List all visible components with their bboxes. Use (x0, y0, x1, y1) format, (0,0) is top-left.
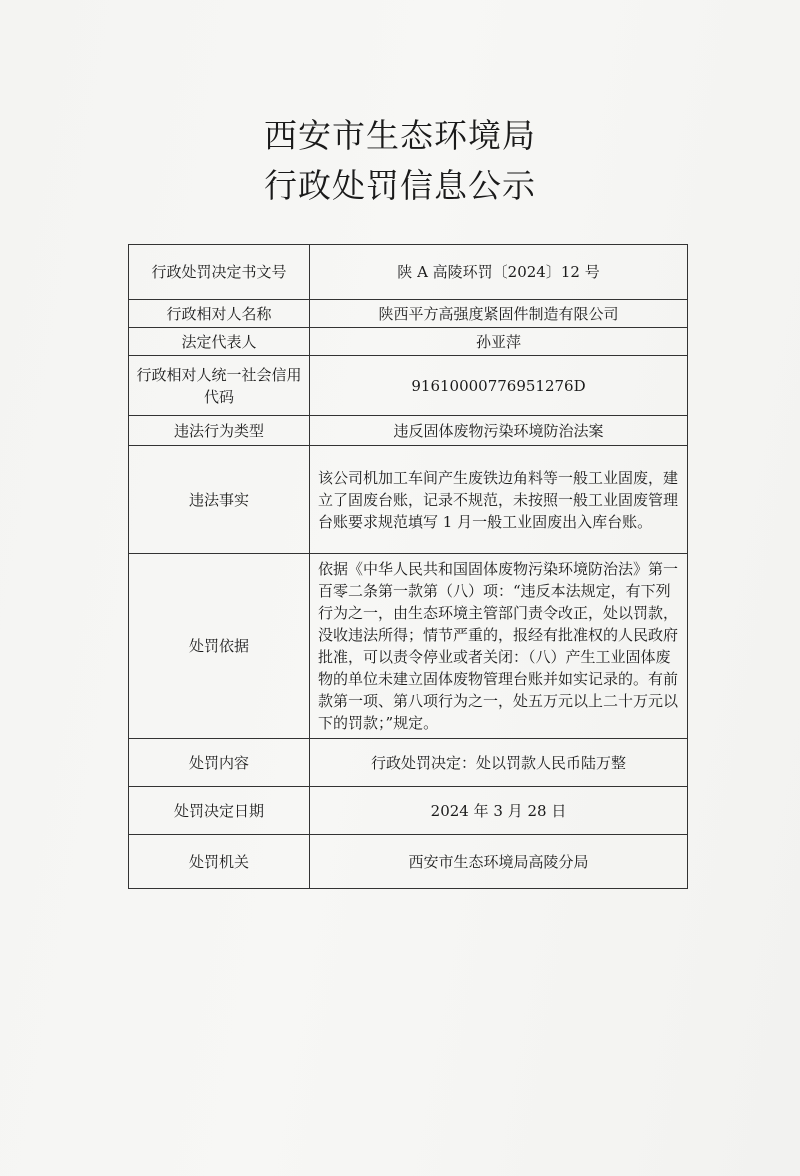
row-value: 该公司机加工车间产生废铁边角料等一般工业固废，建立了固废台账，记录不规范，未按照一般工业固废管理台账要求规范填写 1 月一般工业固废出入库台账。 (310, 446, 688, 554)
table-row (129, 446, 688, 554)
row-label: 行政处罚决定书文号 (129, 245, 310, 300)
penalty-info-table (128, 244, 688, 889)
table-row (129, 356, 688, 416)
row-label: 违法事实 (129, 446, 310, 554)
row-label: 法定代表人 (129, 328, 310, 356)
row-label: 处罚依据 (129, 554, 310, 739)
row-value: 西安市生态环境局高陵分局 (310, 835, 688, 889)
row-label: 行政相对人名称 (129, 300, 310, 328)
row-value: 陕西平方高强度紧固件制造有限公司 (310, 300, 688, 328)
row-value: 2024 年 3 月 28 日 (310, 787, 688, 835)
row-value: 陕 A 高陵环罚〔2024〕12 号 (310, 245, 688, 300)
table-row (129, 245, 688, 300)
row-label: 处罚机关 (129, 835, 310, 889)
table-row (129, 328, 688, 356)
row-value: 孙亚萍 (310, 328, 688, 356)
table-row (129, 739, 688, 787)
document-title-line2: 行政处罚信息公示 (264, 166, 536, 205)
row-label: 违法行为类型 (129, 416, 310, 446)
row-label: 行政相对人统一社会信用代码 (129, 356, 310, 416)
row-label: 处罚决定日期 (129, 787, 310, 835)
table-row (129, 300, 688, 328)
row-value: 行政处罚决定：处以罚款人民币陆万整 (310, 739, 688, 787)
table-row (129, 787, 688, 835)
row-value: 违反固体废物污染环境防治法案 (310, 416, 688, 446)
document-title-line1: 西安市生态环境局 (264, 116, 536, 155)
table-row (129, 835, 688, 889)
row-value: 91610000776951276D (310, 356, 688, 416)
table-row (129, 554, 688, 739)
table-row (129, 416, 688, 446)
row-label: 处罚内容 (129, 739, 310, 787)
row-value: 依据《中华人民共和国固体废物污染环境防治法》第一百零二条第一款第（八）项：“违反本法规定，有下列行为之一，由生态环境主管部门责令改正，处以罚款，没收违法所得；情节严重的，报经有批准权的人民政府批准，可以责令停业或者关闭：（八）产生工业固体废物的单位未建立固体废物管理台账并如实记录的。有前款第一项、第八项行为之一，处五万元以上二十万元以下的罚款；”规定。 (310, 554, 688, 739)
